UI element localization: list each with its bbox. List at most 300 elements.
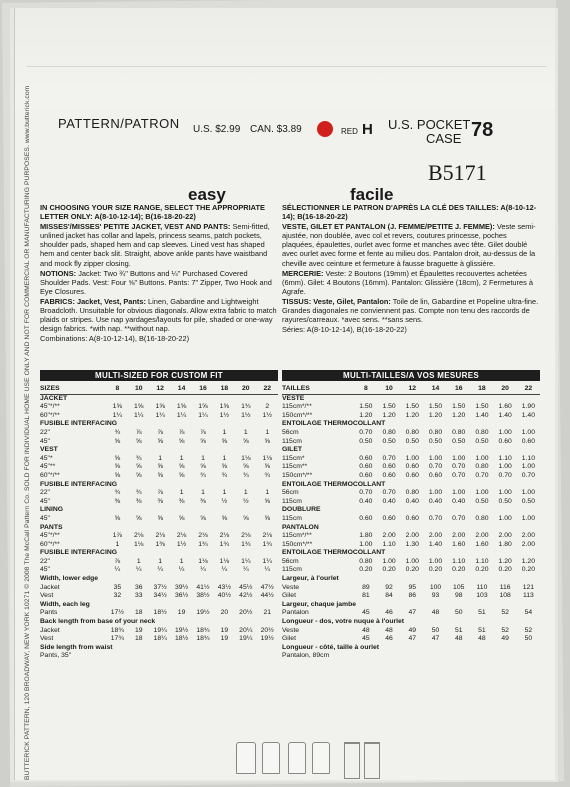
section-label: Largeur, à l'ourlet	[282, 575, 339, 583]
table-cell: 93	[431, 592, 440, 600]
table-cell: 0.60	[405, 471, 419, 479]
table-cell: 18¾	[110, 626, 124, 634]
table-cell: ⅜	[178, 497, 185, 505]
sketch-label-front	[238, 733, 239, 737]
table-row	[282, 584, 540, 593]
row-label: Vest	[40, 592, 54, 600]
table-cell: 108	[499, 592, 511, 600]
table-section-row	[40, 506, 278, 515]
table-cell: ⅝	[114, 471, 121, 479]
table-cell: 19½	[260, 635, 274, 643]
section-label: VESTE	[282, 394, 305, 402]
section-label: FUSIBLE INTERFACING	[40, 420, 118, 428]
table-cell: 0.60	[521, 437, 535, 445]
table-cell: 1½	[262, 411, 272, 419]
table-cell: 1.10	[521, 454, 535, 462]
table-cell: 0.70	[359, 428, 373, 436]
table-cell: 20½	[260, 626, 274, 634]
table-cell: 0.60	[359, 514, 373, 522]
table-cell: ⅝	[114, 514, 121, 522]
section-label: ENTOILAGE THERMOCOLLANT	[282, 420, 386, 428]
garment-description: MISSES'/MISSES' PETITE JACKET, VEST AND PANTS: Semi-fitted, unlined jacket has collar and lapels, princess seams, patch pockets, shoulder pads, shaped hem and cap sleeves. Lined vest has shaped hem and center back slit. Straight, above ankle pants have waistband and mock fly zipper closing.	[40, 222, 270, 268]
table-cell: ⅝	[264, 463, 271, 471]
table-cell: 98	[454, 592, 463, 600]
table-cell: 0.70	[521, 471, 535, 479]
table-row	[282, 635, 540, 644]
table-cell: 0.20	[405, 566, 419, 574]
table-cell: 1¼	[134, 411, 144, 419]
table-header-row	[40, 385, 278, 394]
table-cell: 1.00	[382, 557, 396, 565]
table-cell: ⅞	[114, 557, 121, 565]
table-cell: 8	[354, 385, 377, 394]
table-cell: 1¼	[155, 411, 165, 419]
table-section-row	[40, 618, 278, 627]
table-cell: 1⅝	[155, 403, 165, 411]
pattern-number: B5171	[428, 160, 487, 185]
jacket-back-sketch-icon	[262, 742, 280, 774]
table-cell: 0.40	[405, 497, 419, 505]
table-cell: 1.40	[475, 411, 489, 419]
table-cell: 16	[447, 385, 470, 394]
table-cell: 1.20	[428, 411, 443, 419]
table-cell: 16	[192, 385, 213, 394]
table-row	[282, 652, 540, 661]
row-label: Vest	[40, 635, 54, 643]
table-cell: 1.10	[382, 540, 396, 548]
table-cell: 1.00	[475, 454, 489, 462]
row-label: Jacket	[40, 583, 60, 591]
table-cell: 46	[385, 609, 393, 617]
table-row	[282, 438, 540, 447]
table-section-row	[40, 481, 278, 490]
row-label: Pantalon	[282, 609, 309, 617]
table-section-row	[282, 618, 540, 627]
table-cell: ⅝	[242, 463, 249, 471]
table-cell: 0.70	[428, 514, 443, 522]
price-us: U.S. $2.99	[193, 124, 241, 135]
table-cell: 1⅝	[198, 403, 208, 411]
french-description	[282, 203, 540, 335]
table-row	[282, 403, 540, 412]
table-cell: ⅝	[221, 437, 228, 445]
table-row	[282, 558, 540, 567]
table-cell: 50	[454, 609, 463, 617]
table-row	[40, 438, 278, 447]
table-header-row	[282, 385, 540, 394]
table-cell: 18	[470, 385, 493, 394]
table-cell: ¾	[114, 428, 121, 436]
table-cell: 2⅛	[176, 532, 187, 540]
table-row	[282, 566, 540, 575]
table-cell	[257, 652, 279, 661]
table-cell: 1.10	[498, 454, 512, 462]
table-cell: 1.80	[359, 532, 373, 540]
table-cell: 1¾	[198, 540, 208, 548]
table-cell: 12	[149, 385, 170, 394]
table-row	[40, 515, 278, 524]
row-label: 150cm*/**	[282, 540, 313, 548]
table-cell: 14	[171, 385, 192, 394]
table-cell: 1.90	[521, 403, 535, 411]
table-cell: ¾	[221, 471, 228, 479]
table-cell: 47	[408, 635, 417, 643]
table-cell: 1	[179, 489, 184, 497]
table-cell: 1¾	[262, 540, 272, 548]
red-label: RED	[341, 127, 358, 136]
table-cell: ⅝	[157, 514, 163, 522]
table-cell: 2.00	[382, 532, 396, 540]
table-cell: 0.40	[359, 497, 373, 505]
red-dot-icon	[317, 121, 333, 137]
table-cell: 48	[454, 635, 463, 643]
table-cell: 0.80	[428, 428, 443, 436]
table-cell: 40½	[217, 592, 231, 600]
table-cell: ¼	[114, 566, 121, 574]
table-cell: ⅞	[200, 428, 206, 436]
table-section-row	[40, 549, 278, 558]
table-row	[40, 592, 278, 601]
table-cell: 1¾	[219, 540, 230, 548]
table-cell: 0.20	[428, 566, 443, 574]
table-row	[282, 463, 540, 472]
table-cell: ¼	[242, 566, 249, 574]
table-cell: 1.50	[359, 403, 373, 411]
row-label: 45"*/**	[40, 403, 60, 411]
section-label: GILET	[282, 446, 303, 454]
row-label: 150cm*/**	[282, 471, 313, 479]
table-cell: 121	[522, 583, 535, 591]
table-cell: ⅝	[114, 463, 121, 471]
table-cell: 18¾	[196, 626, 210, 634]
table-row	[282, 592, 540, 601]
table-cell: 113	[522, 592, 534, 600]
row-label: 22"	[40, 489, 50, 497]
table-cell: 1	[136, 557, 141, 565]
table-cell: 1.00	[428, 489, 443, 497]
table-cell: 1.00	[405, 557, 419, 565]
table-cell: 103	[476, 592, 488, 600]
table-cell: 1.00	[521, 428, 535, 436]
table-cell: ⅝	[135, 514, 142, 522]
table-cell: ⅝	[114, 454, 121, 462]
table-cell: 1.50	[428, 403, 443, 411]
table-cell: ⅝	[221, 514, 228, 522]
table-cell: 0.80	[405, 489, 419, 497]
table-cell: ⅞	[135, 428, 142, 436]
table-section-row	[282, 394, 540, 403]
table-cell: 1	[179, 557, 184, 565]
row-label: 60"*/**	[40, 540, 60, 548]
table-cell: 1.00	[359, 540, 373, 548]
title-facile: facile	[350, 185, 394, 204]
table-cell: ⅝	[135, 463, 142, 471]
pocket-number: 78	[471, 119, 494, 141]
table-cell: 1½	[176, 540, 187, 548]
table-cell: 18	[214, 385, 235, 394]
table-cell: 48	[385, 626, 393, 634]
row-label: 45"*	[40, 454, 53, 462]
table-row	[40, 566, 278, 575]
table-cell	[354, 652, 377, 661]
table-cell: 100	[429, 583, 442, 591]
table-cell: ⅝	[178, 471, 185, 479]
table-row	[282, 532, 540, 541]
table-cell: 0.60	[405, 463, 419, 471]
row-label: Pants, 35"	[40, 652, 72, 660]
jacket-sketch-icon	[236, 742, 256, 774]
table-cell: 0.20	[452, 566, 466, 574]
table-cell: 1.10	[475, 557, 489, 565]
table-cell: 1.40	[521, 411, 535, 419]
table-cell: 0.50	[452, 437, 466, 445]
row-label: 60"*/**	[40, 471, 60, 479]
table-cell: 89	[362, 583, 370, 591]
table-row	[282, 429, 540, 438]
section-label: Width, lower edge	[40, 575, 99, 583]
table-cell: 1⅛	[198, 557, 208, 565]
vest-sketch-icon	[288, 742, 306, 774]
section-label: Width, each leg	[40, 600, 90, 608]
table-cell: ⅝	[242, 437, 249, 445]
table-section-row	[40, 644, 278, 653]
table-cell: 1	[179, 454, 184, 462]
table-cell: 1.50	[405, 403, 419, 411]
table-cell: 1.20	[382, 411, 396, 419]
table-cell: 52	[501, 626, 509, 634]
table-cell: 0.80	[452, 428, 466, 436]
table-cell: 86	[408, 592, 417, 600]
table-cell: 1.00	[521, 489, 535, 497]
table-cell: ⅝	[114, 437, 121, 445]
table-cell: ½	[242, 497, 249, 505]
table-cell: 1.00	[405, 454, 419, 462]
table-cell: ¾	[242, 471, 249, 479]
table-cell: ⅝	[157, 437, 163, 445]
table-row	[40, 627, 278, 636]
table-cell: 0.20	[475, 566, 489, 574]
table-cell: 50	[524, 635, 533, 643]
table-row	[282, 515, 540, 524]
table-cell: 1⅛	[262, 454, 272, 462]
section-label: LINING	[40, 506, 64, 514]
table-cell: 0.50	[475, 497, 489, 505]
table-section-row	[282, 506, 540, 515]
table-cell: 1⅞	[112, 532, 123, 540]
table-cell: ⅞	[178, 428, 185, 436]
table-cell: 1.00	[452, 489, 466, 497]
table-row	[282, 455, 540, 464]
row-label: 45"	[40, 497, 50, 505]
table-cell: 0.60	[382, 514, 396, 522]
title-easy: easy	[188, 185, 226, 204]
table-cell: ¾	[135, 454, 142, 462]
table-cell: 0.60	[405, 514, 419, 522]
table-cell: 49	[408, 626, 417, 634]
table-cell: ⅝	[264, 514, 271, 522]
table-cell: ⅝	[200, 437, 206, 445]
row-label: 150cm*/**	[282, 411, 313, 419]
table-section-row	[40, 575, 278, 584]
table-cell: 52	[524, 626, 533, 634]
table-cell: 48	[362, 626, 370, 634]
section-label: PANTALON	[282, 523, 319, 531]
table-cell: 45	[362, 635, 370, 643]
table-cell: ⅞	[157, 489, 163, 497]
table-cell: 2	[265, 403, 270, 411]
table-cell: 0.60	[382, 471, 396, 479]
table-cell: 1.00	[498, 428, 512, 436]
table-cell: 1.00	[475, 489, 489, 497]
table-cell: 1¼	[112, 411, 123, 419]
row-label: 115cm	[282, 566, 302, 574]
section-label: ENTOILAGE THERMOCOLLANT	[282, 549, 386, 557]
table-cell: 2.00	[521, 540, 535, 548]
row-label: 115cm	[282, 497, 302, 505]
table-cell: 1¼	[262, 557, 272, 565]
table-section-row	[282, 524, 540, 533]
section-label: JACKET	[40, 394, 68, 402]
table-cell: 1¼	[176, 411, 187, 419]
table-cell: 0.40	[428, 497, 443, 505]
table-cell: ⅝	[242, 514, 249, 522]
table-cell: ⅝	[178, 463, 185, 471]
row-label: 56cm	[282, 428, 299, 436]
combinations: Combinations: A(8-10-12-14), B(16-18-20-22)	[40, 334, 190, 344]
table-section-row	[282, 481, 540, 490]
table-row	[40, 541, 278, 550]
table-section-row	[40, 394, 278, 403]
table-cell: 1.00	[498, 489, 512, 497]
table-cell: 1	[265, 428, 270, 436]
table-cell: 0.80	[359, 557, 373, 565]
fabrics: FABRICS: Jacket, Vest, Pants: Linen, Gabardine and Lightweight Broadcloth. Unsuitable for obvious diagonals. Allow extra fabric to match plaids or stripes. Use nap yardages/layouts for pile, shaded or one-way design fabrics. *with nap. **without nap.	[40, 296, 277, 334]
pattern-label: PATTERN/PATRON	[58, 116, 180, 131]
section-label: Largeur, chaque jambe	[282, 600, 357, 608]
table-cell: 1⅝	[134, 403, 144, 411]
table-cell: 1	[115, 540, 120, 548]
table-cell: ½	[221, 497, 228, 505]
table-cell: ⅜	[200, 497, 206, 505]
table-cell: 18	[134, 635, 143, 643]
table-cell: 1	[222, 428, 227, 436]
table-cell: 18½	[174, 635, 189, 643]
table-row	[282, 541, 540, 550]
table-cell: ⅝	[200, 514, 206, 522]
table-row	[40, 498, 278, 507]
table-cell: ¼	[178, 566, 185, 574]
table-cell: 0.70	[359, 489, 373, 497]
table-cell: 19	[220, 626, 229, 634]
table-cell: 0.70	[475, 471, 489, 479]
table-cell: 0.60	[359, 454, 373, 462]
table-cell: 0.80	[475, 463, 489, 471]
table-cell: 1⅜	[155, 540, 165, 548]
table-cell: 0.50	[521, 497, 535, 505]
table-row	[282, 412, 540, 421]
table-cell: ⅝	[135, 437, 142, 445]
table-row	[40, 609, 278, 618]
table-cell: 2⅛	[219, 532, 230, 540]
table-row	[40, 532, 278, 541]
table-cell: ⅝	[178, 514, 185, 522]
table-cell: 84	[385, 592, 393, 600]
table-cell: 0.50	[359, 437, 373, 445]
table-cell: 1	[201, 489, 205, 497]
table-cell: ⅞	[157, 428, 163, 436]
table-cell: 0.80	[475, 514, 489, 522]
row-label: 115cm*/**	[282, 532, 312, 540]
table-cell: ⅝	[157, 471, 163, 479]
table-cell: 38½	[196, 592, 210, 600]
table-cell	[401, 652, 424, 661]
table-row	[282, 609, 540, 618]
row-label: 45"	[40, 437, 50, 445]
combinations-fr: Séries: A(8-10-12-14), B(16-18-20-22)	[282, 325, 407, 335]
table-cell	[447, 652, 470, 661]
table-cell: 105	[453, 583, 465, 591]
table-row	[40, 489, 278, 498]
table-cell: 2.00	[452, 532, 466, 540]
table-cell: 46	[385, 635, 393, 643]
table-section-row	[282, 601, 540, 610]
table-row	[40, 635, 278, 644]
section-label: Side length from waist	[40, 643, 113, 651]
pants-sketch-icon	[344, 742, 360, 779]
notions: NOTIONS: Jacket: Two ¾" Buttons and ¼" Purchased Covered Shoulder Pads. Vest: Four ⅝" Buttons. Pants: 7" Zipper, Two Hook and Eye Closures.	[40, 268, 272, 296]
table-cell: 42½	[239, 592, 253, 600]
table-cell: ⅝	[157, 463, 163, 471]
section-label: Back length from base of your neck	[40, 618, 156, 626]
table-cell: 110	[476, 583, 488, 591]
table-cell	[171, 652, 192, 661]
table-cell: 2⅛	[262, 532, 272, 540]
table-cell: 48	[478, 635, 486, 643]
notions-fr: MERCERIE: Veste: 2 Boutons (19mm) et Épaulettes recouvertes achetées (6mm). Gilet: 4 Boutons (16mm). Pantalon: Glissière (18cm), 2 Fermetures à Agrafe.	[282, 268, 533, 296]
table-section-row	[282, 549, 540, 558]
table-cell: 1.00	[452, 454, 466, 462]
table-cell: 1.50	[452, 403, 466, 411]
table-cell: 18½	[153, 609, 167, 617]
section-label: Longueur - côté, taille à ourlet	[282, 643, 380, 651]
table-cell: 2.00	[498, 532, 512, 540]
table-cell: 2.00	[475, 532, 489, 540]
table-cell: 1.60	[452, 540, 466, 548]
table-cell	[128, 652, 149, 661]
table-cell: ¼	[157, 566, 163, 574]
table-cell: 39½	[174, 583, 189, 591]
price-can: CAN. $3.89	[250, 124, 302, 135]
yardage-table	[40, 385, 278, 661]
table-section-row	[282, 575, 540, 584]
table-cell: 1¼	[198, 411, 208, 419]
table-cell: 18¼	[153, 635, 167, 643]
table-cell: 1⅝	[176, 403, 187, 411]
section-label: PANTS	[40, 523, 63, 531]
row-label: 115cm	[282, 514, 302, 522]
table-cell: 1	[222, 489, 227, 497]
table-cell: 1.20	[405, 411, 419, 419]
table-cell	[494, 652, 517, 661]
table-cell: 43½	[217, 583, 231, 591]
table-cell: ¾	[200, 471, 206, 479]
table-cell: 44½	[260, 592, 274, 600]
row-label: 45"**	[40, 463, 56, 471]
table-cell: ⅜	[157, 497, 163, 505]
table-cell: 45½	[239, 583, 253, 591]
pants-back-sketch-icon	[364, 742, 380, 779]
size-range-text: IN CHOOSING YOUR SIZE RANGE, SELECT THE APPROPRIATE LETTER ONLY: A(8-10-12-14); B(16-18-20-22)	[40, 203, 265, 222]
